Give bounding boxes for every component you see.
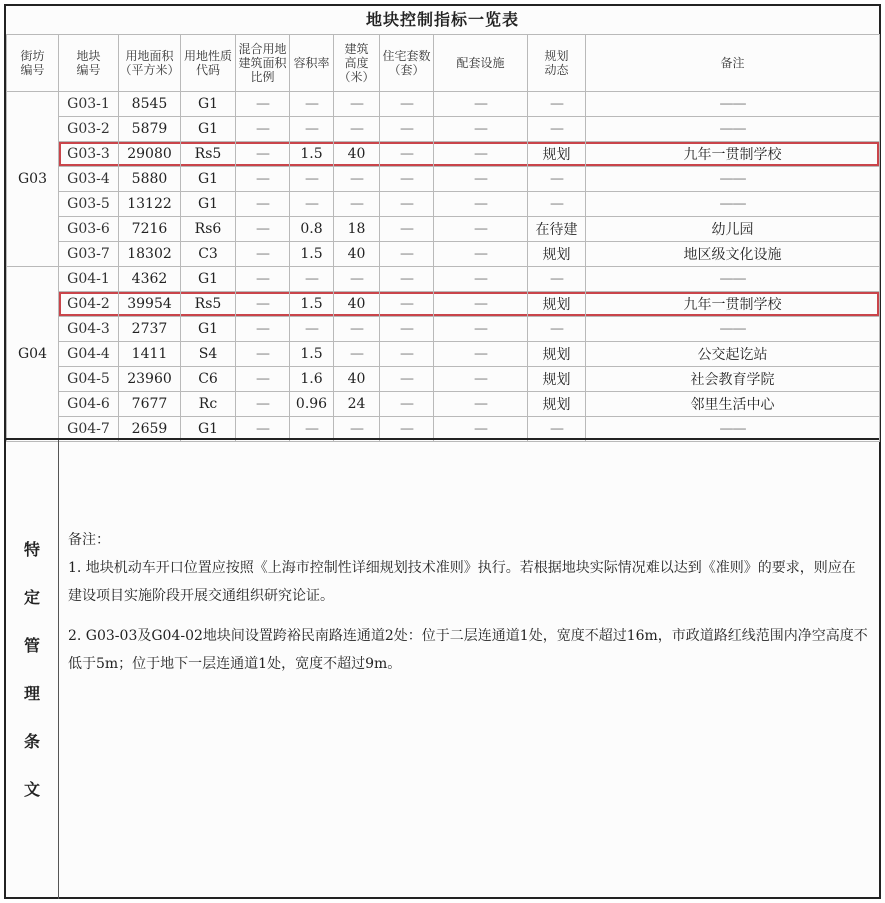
note-cell: —— [586,267,880,292]
plot-cell: G04-4 [59,342,119,367]
far-cell: 1.5 [290,292,334,317]
code-cell: C6 [181,367,236,392]
note-cell: 邻里生活中心 [586,392,880,417]
header-building-height: 建筑 高度 （米） [334,35,380,92]
plot-cell: G04-3 [59,317,119,342]
height-cell: 40 [334,242,380,267]
table-title: 地块控制指标一览表 [6,6,879,35]
code-cell: G1 [181,117,236,142]
area-cell: 13122 [119,192,181,217]
dynamic-cell: — [528,417,586,442]
units-cell: — [380,417,434,442]
code-cell: Rc [181,392,236,417]
area-cell: 39954 [119,292,181,317]
dynamic-cell: 规划 [528,292,586,317]
height-cell: — [334,317,380,342]
provisions-heading-char: 特 [23,539,40,559]
far-cell: — [290,417,334,442]
far-cell: — [290,192,334,217]
dynamic-cell: — [528,167,586,192]
facility-cell: — [434,217,528,242]
plot-cell: G03-7 [59,242,119,267]
area-cell: 2659 [119,417,181,442]
dynamic-cell: 在待建 [528,217,586,242]
code-cell: G1 [181,267,236,292]
mix-cell: — [236,392,290,417]
plot-cell: G04-1 [59,267,119,292]
facility-cell: — [434,342,528,367]
facility-cell: — [434,117,528,142]
dynamic-cell: — [528,117,586,142]
height-cell: — [334,192,380,217]
plot-cell: G03-1 [59,92,119,117]
table-row [7,317,880,342]
area-cell: 18302 [119,242,181,267]
mix-cell: — [236,117,290,142]
units-cell: — [380,192,434,217]
plot-cell: G03-3 [59,142,119,167]
mix-cell: — [236,267,290,292]
facility-cell: — [434,367,528,392]
facility-cell: — [434,192,528,217]
mix-cell: — [236,142,290,167]
plot-cell: G03-4 [59,167,119,192]
table-row [7,267,880,292]
plot-cell: G03-2 [59,117,119,142]
header-land-area: 用地面积 （平方米） [119,35,181,92]
height-cell: — [334,92,380,117]
dynamic-cell: 规划 [528,142,586,167]
facility-cell: — [434,417,528,442]
specific-provisions-section [6,438,879,899]
facility-cell: — [434,92,528,117]
note-cell: —— [586,417,880,442]
mix-cell: — [236,367,290,392]
far-cell: — [290,92,334,117]
plot-cell: G03-6 [59,217,119,242]
plot-cell: G04-2 [59,292,119,317]
height-cell: — [334,417,380,442]
code-cell: G1 [181,317,236,342]
table-row [7,142,880,167]
mix-cell: — [236,292,290,317]
area-cell: 7677 [119,392,181,417]
far-cell: 1.5 [290,242,334,267]
dynamic-cell: 规划 [528,342,586,367]
mix-cell: — [236,317,290,342]
area-cell: 2737 [119,317,181,342]
header-far: 容积率 [290,35,334,92]
code-cell: G1 [181,92,236,117]
area-cell: 1411 [119,342,181,367]
far-cell: 1.5 [290,142,334,167]
area-cell: 23960 [119,367,181,392]
table-row [7,242,880,267]
plot-cell: G04-6 [59,392,119,417]
code-cell: G1 [181,192,236,217]
dynamic-cell: — [528,317,586,342]
far-cell: 1.5 [290,342,334,367]
height-cell: — [334,167,380,192]
control-index-table [6,34,880,442]
far-cell: — [290,167,334,192]
table-row [7,392,880,417]
units-cell: — [380,367,434,392]
provisions-heading-char: 理 [23,683,40,703]
mix-cell: — [236,217,290,242]
provision-item-2: 2. G03-03及G04-02地块间设置跨裕民南路连通道2处：位于二层连通道1处，宽度不超过16m，市政道路红线范围内净空高度不低于5m；位于地下一层连通道1处，宽度不超过9m。 [68,628,868,672]
mix-cell: — [236,192,290,217]
provisions-heading-char: 文 [23,779,40,799]
far-cell: — [290,117,334,142]
mix-cell: — [236,242,290,267]
header-mixed-use-ratio: 混合用地 建筑面积 比例 [236,35,290,92]
table-row [7,192,880,217]
code-cell: G1 [181,417,236,442]
area-cell: 5880 [119,167,181,192]
street-cell: G04 [7,267,59,442]
provisions-label: 备注： [68,532,110,548]
area-cell: 4362 [119,267,181,292]
header-plot-no: 地块 编号 [59,35,119,92]
note-cell: 幼儿园 [586,217,880,242]
mix-cell: — [236,417,290,442]
header-plan-status: 规划 动态 [528,35,586,92]
units-cell: — [380,242,434,267]
table-header-row [7,35,880,92]
table-row [7,342,880,367]
note-cell: —— [586,167,880,192]
units-cell: — [380,267,434,292]
height-cell: — [334,267,380,292]
height-cell: 40 [334,142,380,167]
code-cell: Rs5 [181,142,236,167]
mix-cell: — [236,342,290,367]
note-cell: —— [586,92,880,117]
header-housing-units: 住宅套数 （套） [380,35,434,92]
units-cell: — [380,317,434,342]
header-remarks: 备注 [586,35,880,92]
dynamic-cell: 规划 [528,242,586,267]
table-row [7,167,880,192]
facility-cell: — [434,392,528,417]
note-cell: —— [586,192,880,217]
dynamic-cell: 规划 [528,367,586,392]
facility-cell: — [434,292,528,317]
height-cell: 18 [334,217,380,242]
height-cell: — [334,342,380,367]
area-cell: 5879 [119,117,181,142]
units-cell: — [380,342,434,367]
note-cell: 公交起讫站 [586,342,880,367]
facility-cell: — [434,142,528,167]
units-cell: — [380,392,434,417]
height-cell: 24 [334,392,380,417]
provisions-body [68,526,868,690]
area-cell: 7216 [119,217,181,242]
height-cell: 40 [334,367,380,392]
far-cell: 0.8 [290,217,334,242]
code-cell: Rs6 [181,217,236,242]
table-row [7,117,880,142]
units-cell: — [380,167,434,192]
provision-item-1: 1. 地块机动车开口位置应按照《上海市控制性详细规划技术准则》执行。若根据地块实际情况难以达到《准则》的要求，则应在建设项目实施阶段开展交通组织研究论证。 [68,560,856,604]
code-cell: Rs5 [181,292,236,317]
street-cell: G03 [7,92,59,267]
facility-cell: — [434,167,528,192]
code-cell: G1 [181,167,236,192]
facility-cell: — [434,317,528,342]
height-cell: — [334,117,380,142]
header-street-no: 街坊 编号 [7,35,59,92]
header-land-use-code: 用地性质 代码 [181,35,236,92]
table-row [7,217,880,242]
units-cell: — [380,217,434,242]
note-cell: 九年一贯制学校 [586,142,880,167]
control-index-document [4,4,881,899]
code-cell: S4 [181,342,236,367]
table-body [7,92,880,442]
units-cell: — [380,142,434,167]
units-cell: — [380,117,434,142]
code-cell: C3 [181,242,236,267]
note-cell: 社会教育学院 [586,367,880,392]
mix-cell: — [236,167,290,192]
facility-cell: — [434,267,528,292]
provisions-heading-char: 定 [23,587,40,607]
header-facilities: 配套设施 [434,35,528,92]
note-cell: —— [586,117,880,142]
far-cell: — [290,317,334,342]
mix-cell: — [236,92,290,117]
dynamic-cell: — [528,192,586,217]
far-cell: 1.6 [290,367,334,392]
facility-cell: — [434,242,528,267]
table-row [7,292,880,317]
height-cell: 40 [334,292,380,317]
units-cell: — [380,292,434,317]
provisions-heading [6,440,59,899]
provisions-heading-char: 管 [23,635,40,655]
dynamic-cell: — [528,92,586,117]
table-row [7,367,880,392]
far-cell: — [290,267,334,292]
table-row [7,92,880,117]
far-cell: 0.96 [290,392,334,417]
dynamic-cell: 规划 [528,392,586,417]
area-cell: 29080 [119,142,181,167]
note-cell: 九年一贯制学校 [586,292,880,317]
plot-cell: G03-5 [59,192,119,217]
area-cell: 8545 [119,92,181,117]
plot-cell: G04-7 [59,417,119,442]
note-cell: 地区级文化设施 [586,242,880,267]
note-cell: —— [586,317,880,342]
dynamic-cell: — [528,267,586,292]
units-cell: — [380,92,434,117]
provisions-heading-char: 条 [23,731,40,751]
plot-cell: G04-5 [59,367,119,392]
